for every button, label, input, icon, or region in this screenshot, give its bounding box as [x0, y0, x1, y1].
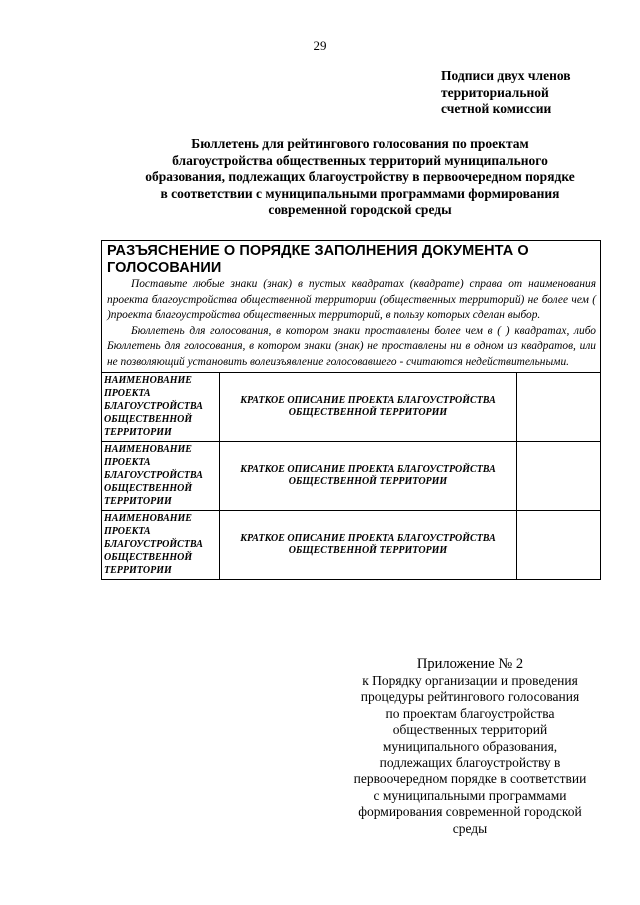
appendix-title: Приложение № 2	[416, 656, 524, 672]
appendix-line: по проектам благоустройства	[385, 705, 555, 721]
ballot-title-line: образования, подлежащих благоустройству в первоочередном порядке	[145, 169, 575, 184]
instructions-paragraph: Поставьте любые знаки (знак) в пустых квадратах (квадрате) справа от наименования проекта благоустройства общественной территории (общественных территорий) не более чем ( )проекта благоустройства общественных территорий, в пользу которых сделан выбор.	[107, 278, 596, 321]
appendix-block	[330, 656, 610, 837]
ballot-title-line: современной городской среды	[268, 202, 452, 217]
project-description: КРАТКОЕ ОПИСАНИЕ ПРОЕКТА БЛАГОУСТРОЙСТВА ОБЩЕСТВЕННОЙ ТЕРРИТОРИИ	[220, 442, 517, 510]
appendix-line: процедуры рейтингового голосования	[360, 689, 580, 705]
signatures-line: Подписи двух членов	[441, 68, 571, 83]
instructions-block	[102, 241, 600, 373]
appendix-line: общественных территорий	[392, 722, 548, 738]
ballot-title	[100, 136, 620, 219]
appendix-line: среды	[452, 820, 488, 836]
ballot-row	[102, 511, 600, 579]
ballot-title-line: Бюллетень для рейтингового голосования по проектам	[191, 136, 529, 151]
ballot-title-line: благоустройства общественных территорий муниципального	[172, 152, 548, 168]
ballot-title-line: в соответствии с муниципальными программами формирования	[160, 185, 560, 201]
instructions-paragraph: Бюллетень для голосования, в котором знаки проставлены более чем в ( ) квадратах, либо Бюллетень для голосования, в котором знаки (знак) не проставлены ни в одном из квадратов, или не позволяющий установить волеизъявление голосовавшего - считаются недействительными.	[107, 324, 596, 368]
project-name: НАИМЕНОВАНИЕ ПРОЕКТА БЛАГОУСТРОЙСТВА ОБЩЕСТВЕННОЙ ТЕРРИТОРИИ	[102, 511, 220, 579]
appendix-line: формирования современной городской	[358, 804, 582, 820]
project-name: НАИМЕНОВАНИЕ ПРОЕКТА БЛАГОУСТРОЙСТВА ОБЩЕСТВЕННОЙ ТЕРРИТОРИИ	[102, 373, 220, 441]
project-description: КРАТКОЕ ОПИСАНИЕ ПРОЕКТА БЛАГОУСТРОЙСТВА ОБЩЕСТВЕННОЙ ТЕРРИТОРИИ	[220, 373, 517, 441]
page-number: 29	[313, 38, 327, 53]
signatures-line: счетной комиссии	[441, 101, 552, 116]
ballot-row	[102, 442, 600, 511]
appendix-line: первоочередном порядке в соответствии	[353, 771, 587, 787]
appendix-line: к Порядку организации и проведения	[362, 673, 578, 688]
project-name: НАИМЕНОВАНИЕ ПРОЕКТА БЛАГОУСТРОЙСТВА ОБЩЕСТВЕННОЙ ТЕРРИТОРИИ	[102, 442, 220, 510]
vote-checkbox[interactable]	[517, 442, 600, 510]
signatures-line: территориальной	[441, 84, 549, 100]
signatures-caption	[441, 68, 631, 118]
ballot-table	[101, 240, 601, 580]
ballot-row	[102, 373, 600, 442]
instructions-heading: РАЗЪЯСНЕНИЕ О ПОРЯДКЕ ЗАПОЛНЕНИЯ ДОКУМЕНТА О ГОЛОСОВАНИИ	[107, 243, 529, 276]
appendix-line: подлежащих благоустройству в	[379, 755, 561, 771]
appendix-line: с муниципальными программами	[373, 787, 567, 803]
vote-checkbox[interactable]	[517, 511, 600, 579]
project-description: КРАТКОЕ ОПИСАНИЕ ПРОЕКТА БЛАГОУСТРОЙСТВА ОБЩЕСТВЕННОЙ ТЕРРИТОРИИ	[220, 511, 517, 579]
appendix-line: муниципального образования,	[382, 738, 558, 754]
vote-checkbox[interactable]	[517, 373, 600, 441]
